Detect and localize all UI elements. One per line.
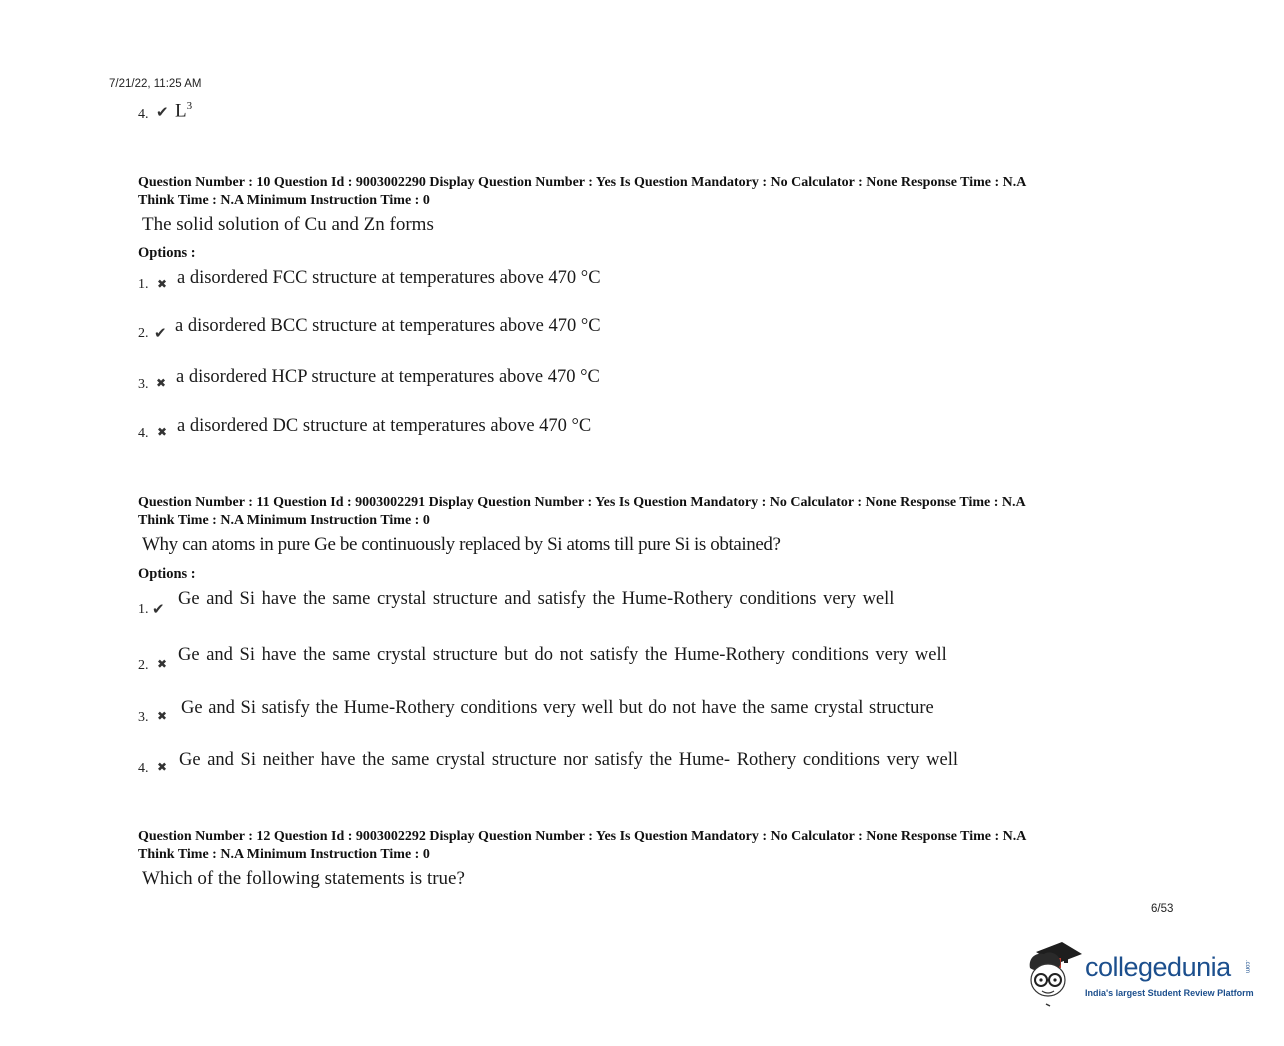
option-number: 2. <box>138 658 149 673</box>
question-meta-line: Question Number : 12 Question Id : 9003002292 Display Question Number : Yes Is Question Mandatory : No Calculator : None Response Time : N.A <box>138 829 1027 844</box>
brand-domain-suffix: .com <box>1244 960 1250 974</box>
print-timestamp: 7/21/22, 11:25 AM <box>109 78 202 90</box>
option-text: Ge and Si have the same crystal structure and satisfy the Hume-Rothery conditions very well <box>178 589 895 609</box>
page-number: 6/53 <box>1151 903 1174 915</box>
option-number: 2. <box>138 326 149 341</box>
option-text: a disordered DC structure at temperatures above 470 °C <box>177 416 592 436</box>
brand-tagline: India's largest Student Review Platform <box>1085 988 1254 998</box>
cross-icon: ✖ <box>157 657 168 671</box>
check-icon: ✔ <box>152 602 165 618</box>
question-meta-line: Think Time : N.A Minimum Instruction Time : 0 <box>138 193 430 208</box>
question-meta-line: Think Time : N.A Minimum Instruction Time : 0 <box>138 513 430 528</box>
check-icon: ✔ <box>156 105 169 121</box>
collegedunia-watermark <box>1022 938 1262 1008</box>
option-number: 1. <box>138 602 149 617</box>
question-10-text: The solid solution of Cu and Zn forms <box>142 214 434 235</box>
question-meta-line: Think Time : N.A Minimum Instruction Time : 0 <box>138 847 430 862</box>
question-meta-line: Question Number : 11 Question Id : 9003002291 Display Question Number : Yes Is Question Mandatory : No Calculator : None Response Time : N.A <box>138 495 1026 510</box>
options-label: Options : <box>138 566 196 582</box>
option-number: 3. <box>138 710 149 725</box>
option-text: Ge and Si have the same crystal structure but do not satisfy the Hume-Rothery conditions very well <box>178 645 947 665</box>
mascot-logo-icon <box>1022 938 1084 1008</box>
option-number: 4. <box>138 761 149 776</box>
option-number: 1. <box>138 277 149 292</box>
question-12-meta <box>138 828 1026 864</box>
cross-icon: ✖ <box>157 425 168 439</box>
option-text: a disordered HCP structure at temperatures above 470 °C <box>176 367 600 387</box>
question-10-meta <box>138 174 1026 210</box>
option-text: a disordered BCC structure at temperatures above 470 °C <box>175 316 601 336</box>
brand-name: collegedunia <box>1085 952 1231 982</box>
check-icon: ✔ <box>154 326 167 342</box>
option-number: 4. <box>138 426 149 441</box>
cross-icon: ✖ <box>157 277 168 291</box>
option-text: Ge and Si satisfy the Hume-Rothery conditions very well but do not have the same crystal structure <box>181 698 934 718</box>
cross-icon: ✖ <box>157 760 168 774</box>
question-11-meta <box>138 494 1026 530</box>
option-text: a disordered FCC structure at temperatures above 470 °C <box>177 268 601 288</box>
cross-icon: ✖ <box>157 709 168 723</box>
option-number: 4. <box>138 107 149 122</box>
option-text: Ge and Si neither have the same crystal structure nor satisfy the Hume- Rothery conditions very well <box>179 750 958 770</box>
question-meta-line: Question Number : 10 Question Id : 9003002290 Display Question Number : Yes Is Question Mandatory : No Calculator : None Response Time : N.A <box>138 175 1027 190</box>
cross-icon: ✖ <box>156 376 167 390</box>
option-text: $L^3$ <box>175 100 193 122</box>
question-12-text: Which of the following statements is true? <box>142 868 465 889</box>
options-label: Options : <box>138 245 196 261</box>
question-11-text: Why can atoms in pure Ge be continuously replaced by Si atoms till pure Si is obtained? <box>142 534 781 555</box>
option-number: 3. <box>138 377 149 392</box>
